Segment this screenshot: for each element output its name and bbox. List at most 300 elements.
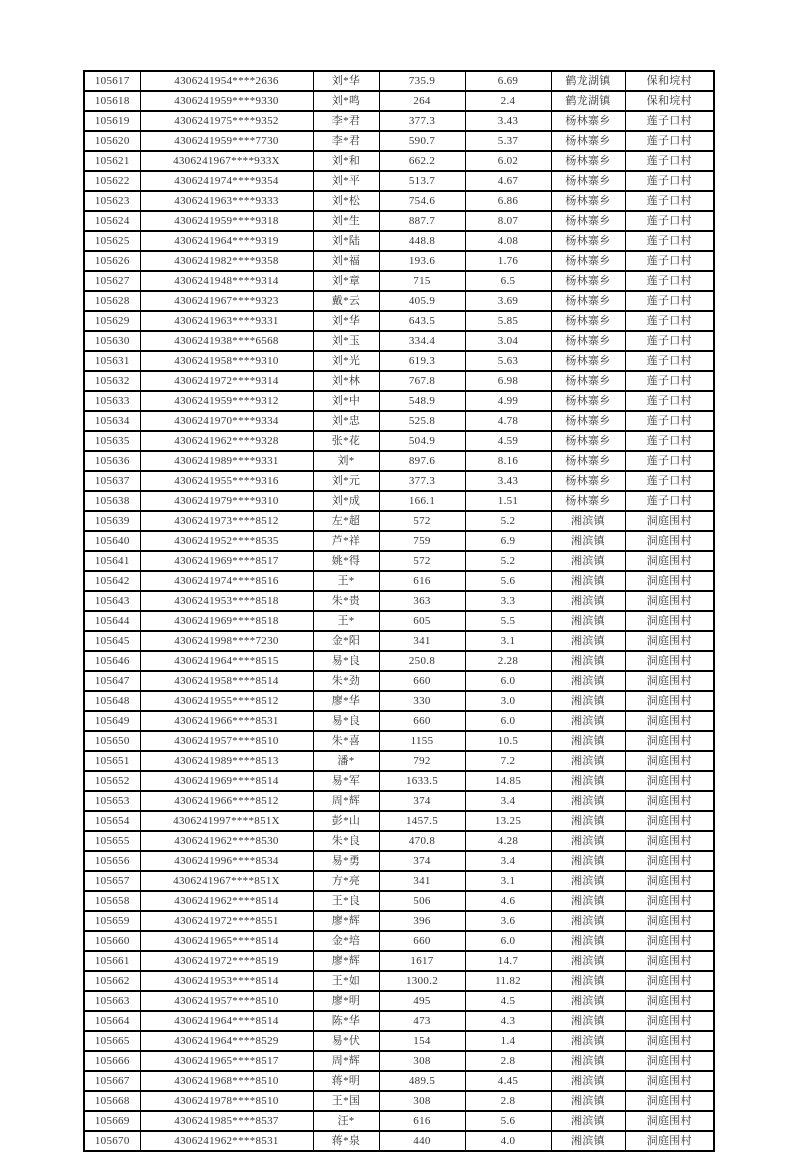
cell-village: 莲子口村 [625, 371, 714, 391]
cell-town: 湘滨镇 [551, 791, 625, 811]
cell-village: 莲子口村 [625, 211, 714, 231]
cell-seq: 105640 [84, 531, 140, 551]
cell-village: 莲子口村 [625, 311, 714, 331]
cell-village: 洞庭围村 [625, 651, 714, 671]
cell-area: 3.1 [465, 631, 551, 651]
table-row [84, 1111, 714, 1131]
cell-name: 王*国 [313, 1091, 379, 1111]
cell-village: 莲子口村 [625, 111, 714, 131]
cell-id-number: 4306241998****7230 [140, 631, 313, 651]
cell-id-number: 4306241968****8510 [140, 1071, 313, 1091]
cell-name: 刘*华 [313, 71, 379, 91]
table-row [84, 791, 714, 811]
cell-area: 6.5 [465, 271, 551, 291]
cell-name: 李*君 [313, 111, 379, 131]
cell-town: 湘滨镇 [551, 951, 625, 971]
cell-town: 杨林寨乡 [551, 411, 625, 431]
cell-area: 5.85 [465, 311, 551, 331]
cell-seq: 105618 [84, 91, 140, 111]
cell-name: 刘*林 [313, 371, 379, 391]
cell-town: 湘滨镇 [551, 631, 625, 651]
cell-seq: 105648 [84, 691, 140, 711]
table-row [84, 111, 714, 131]
cell-area: 2.8 [465, 1091, 551, 1111]
cell-id-number: 4306241965****8514 [140, 931, 313, 951]
cell-village: 洞庭围村 [625, 811, 714, 831]
cell-id-number: 4306241982****9358 [140, 251, 313, 271]
table-row [84, 271, 714, 291]
table-row [84, 711, 714, 731]
cell-town: 湘滨镇 [551, 571, 625, 591]
table-row [84, 691, 714, 711]
table-row [84, 831, 714, 851]
cell-village: 洞庭围村 [625, 691, 714, 711]
cell-seq: 105652 [84, 771, 140, 791]
table-row [84, 931, 714, 951]
cell-area: 1.76 [465, 251, 551, 271]
cell-seq: 105656 [84, 851, 140, 871]
cell-name: 易*良 [313, 711, 379, 731]
cell-seq: 105659 [84, 911, 140, 931]
cell-village: 洞庭围村 [625, 531, 714, 551]
cell-name: 刘*华 [313, 311, 379, 331]
cell-village: 洞庭围村 [625, 971, 714, 991]
cell-amount: 308 [379, 1091, 465, 1111]
cell-amount: 396 [379, 911, 465, 931]
cell-name: 朱*劲 [313, 671, 379, 691]
cell-town: 湘滨镇 [551, 771, 625, 791]
table-row [84, 611, 714, 631]
cell-area: 6.98 [465, 371, 551, 391]
cell-seq: 105620 [84, 131, 140, 151]
cell-amount: 440 [379, 1131, 465, 1151]
cell-town: 杨林寨乡 [551, 351, 625, 371]
cell-town: 杨林寨乡 [551, 291, 625, 311]
cell-name: 刘*平 [313, 171, 379, 191]
cell-name: 廖*华 [313, 691, 379, 711]
cell-town: 杨林寨乡 [551, 311, 625, 331]
cell-amount: 616 [379, 1111, 465, 1131]
cell-name: 易*军 [313, 771, 379, 791]
cell-name: 廖*明 [313, 991, 379, 1011]
cell-town: 湘滨镇 [551, 551, 625, 571]
cell-seq: 105663 [84, 991, 140, 1011]
cell-name: 刘*忠 [313, 411, 379, 431]
cell-amount: 250.8 [379, 651, 465, 671]
cell-area: 3.1 [465, 871, 551, 891]
cell-area: 6.69 [465, 71, 551, 91]
cell-village: 洞庭围村 [625, 671, 714, 691]
cell-amount: 513.7 [379, 171, 465, 191]
cell-amount: 374 [379, 791, 465, 811]
cell-name: 王*良 [313, 891, 379, 911]
cell-area: 3.43 [465, 111, 551, 131]
table-row [84, 851, 714, 871]
cell-amount: 619.3 [379, 351, 465, 371]
cell-name: 金*阳 [313, 631, 379, 651]
cell-amount: 525.8 [379, 411, 465, 431]
cell-id-number: 4306241975****9352 [140, 111, 313, 131]
records-table-body [84, 71, 714, 1151]
cell-area: 3.3 [465, 591, 551, 611]
cell-seq: 105642 [84, 571, 140, 591]
cell-seq: 105644 [84, 611, 140, 631]
cell-amount: 264 [379, 91, 465, 111]
cell-area: 3.6 [465, 911, 551, 931]
cell-seq: 105651 [84, 751, 140, 771]
cell-amount: 715 [379, 271, 465, 291]
cell-id-number: 4306241967****9323 [140, 291, 313, 311]
cell-village: 洞庭围村 [625, 951, 714, 971]
cell-amount: 1300.2 [379, 971, 465, 991]
cell-name: 刘*中 [313, 391, 379, 411]
table-row [84, 1051, 714, 1071]
cell-seq: 105630 [84, 331, 140, 351]
cell-name: 易*良 [313, 651, 379, 671]
table-row [84, 371, 714, 391]
cell-name: 蒋*明 [313, 1071, 379, 1091]
cell-name: 汪* [313, 1111, 379, 1131]
cell-amount: 1617 [379, 951, 465, 971]
cell-village: 莲子口村 [625, 271, 714, 291]
cell-id-number: 4306241973****8512 [140, 511, 313, 531]
cell-area: 14.85 [465, 771, 551, 791]
cell-town: 湘滨镇 [551, 1111, 625, 1131]
cell-village: 洞庭围村 [625, 591, 714, 611]
table-row [84, 531, 714, 551]
table-row [84, 1011, 714, 1031]
cell-id-number: 4306241962****8530 [140, 831, 313, 851]
cell-id-number: 4306241964****9319 [140, 231, 313, 251]
cell-village: 洞庭围村 [625, 771, 714, 791]
cell-area: 4.59 [465, 431, 551, 451]
cell-area: 13.25 [465, 811, 551, 831]
cell-id-number: 4306241965****8517 [140, 1051, 313, 1071]
cell-amount: 334.4 [379, 331, 465, 351]
cell-amount: 548.9 [379, 391, 465, 411]
cell-village: 莲子口村 [625, 131, 714, 151]
cell-name: 刘*福 [313, 251, 379, 271]
cell-seq: 105632 [84, 371, 140, 391]
cell-seq: 105627 [84, 271, 140, 291]
cell-area: 5.5 [465, 611, 551, 631]
cell-name: 刘*松 [313, 191, 379, 211]
cell-seq: 105634 [84, 411, 140, 431]
cell-id-number: 4306241963****9331 [140, 311, 313, 331]
cell-area: 14.7 [465, 951, 551, 971]
cell-seq: 105622 [84, 171, 140, 191]
cell-village: 莲子口村 [625, 451, 714, 471]
cell-town: 杨林寨乡 [551, 151, 625, 171]
cell-town: 杨林寨乡 [551, 371, 625, 391]
cell-town: 杨林寨乡 [551, 131, 625, 151]
cell-seq: 105669 [84, 1111, 140, 1131]
cell-amount: 660 [379, 671, 465, 691]
table-row [84, 171, 714, 191]
cell-name: 刘*章 [313, 271, 379, 291]
table-row [84, 771, 714, 791]
cell-amount: 735.9 [379, 71, 465, 91]
cell-village: 保和垸村 [625, 91, 714, 111]
cell-town: 湘滨镇 [551, 1031, 625, 1051]
cell-area: 6.86 [465, 191, 551, 211]
cell-name: 刘*和 [313, 151, 379, 171]
cell-amount: 374 [379, 851, 465, 871]
cell-id-number: 4306241969****8517 [140, 551, 313, 571]
cell-seq: 105624 [84, 211, 140, 231]
cell-amount: 616 [379, 571, 465, 591]
cell-name: 朱*喜 [313, 731, 379, 751]
cell-village: 洞庭围村 [625, 1031, 714, 1051]
cell-name: 朱*贵 [313, 591, 379, 611]
cell-area: 4.3 [465, 1011, 551, 1031]
cell-area: 4.5 [465, 991, 551, 1011]
cell-amount: 660 [379, 931, 465, 951]
cell-seq: 105645 [84, 631, 140, 651]
table-row [84, 971, 714, 991]
table-row [84, 471, 714, 491]
cell-id-number: 4306241953****8518 [140, 591, 313, 611]
cell-village: 莲子口村 [625, 491, 714, 511]
table-row [84, 251, 714, 271]
cell-id-number: 4306241938****6568 [140, 331, 313, 351]
cell-town: 湘滨镇 [551, 1071, 625, 1091]
cell-village: 洞庭围村 [625, 711, 714, 731]
cell-town: 湘滨镇 [551, 931, 625, 951]
cell-id-number: 4306241997****851X [140, 811, 313, 831]
cell-area: 2.28 [465, 651, 551, 671]
cell-area: 11.82 [465, 971, 551, 991]
cell-amount: 473 [379, 1011, 465, 1031]
cell-name: 戴*云 [313, 291, 379, 311]
cell-id-number: 4306241966****8531 [140, 711, 313, 731]
cell-amount: 897.6 [379, 451, 465, 471]
cell-id-number: 4306241958****8514 [140, 671, 313, 691]
cell-id-number: 4306241969****8518 [140, 611, 313, 631]
cell-village: 洞庭围村 [625, 891, 714, 911]
cell-village: 莲子口村 [625, 331, 714, 351]
cell-town: 杨林寨乡 [551, 451, 625, 471]
cell-name: 朱*良 [313, 831, 379, 851]
cell-area: 5.2 [465, 551, 551, 571]
cell-amount: 1633.5 [379, 771, 465, 791]
cell-seq: 105629 [84, 311, 140, 331]
cell-name: 陈*华 [313, 1011, 379, 1031]
cell-village: 莲子口村 [625, 411, 714, 431]
cell-seq: 105625 [84, 231, 140, 251]
cell-name: 姚*得 [313, 551, 379, 571]
cell-village: 洞庭围村 [625, 511, 714, 531]
cell-name: 王* [313, 611, 379, 631]
cell-id-number: 4306241957****8510 [140, 991, 313, 1011]
cell-town: 湘滨镇 [551, 831, 625, 851]
cell-seq: 105628 [84, 291, 140, 311]
cell-town: 杨林寨乡 [551, 391, 625, 411]
table-row [84, 311, 714, 331]
table-row [84, 71, 714, 91]
cell-area: 5.63 [465, 351, 551, 371]
cell-seq: 105631 [84, 351, 140, 371]
cell-seq: 105623 [84, 191, 140, 211]
cell-seq: 105647 [84, 671, 140, 691]
cell-village: 洞庭围村 [625, 1071, 714, 1091]
cell-area: 4.28 [465, 831, 551, 851]
cell-town: 湘滨镇 [551, 511, 625, 531]
cell-id-number: 4306241952****8535 [140, 531, 313, 551]
cell-id-number: 4306241967****933X [140, 151, 313, 171]
cell-seq: 105667 [84, 1071, 140, 1091]
cell-id-number: 4306241970****9334 [140, 411, 313, 431]
table-row [84, 591, 714, 611]
cell-name: 周*辉 [313, 1051, 379, 1071]
cell-town: 杨林寨乡 [551, 231, 625, 251]
cell-village: 洞庭围村 [625, 1131, 714, 1151]
cell-id-number: 4306241953****8514 [140, 971, 313, 991]
cell-village: 莲子口村 [625, 391, 714, 411]
cell-town: 湘滨镇 [551, 671, 625, 691]
cell-name: 左*超 [313, 511, 379, 531]
cell-area: 1.4 [465, 1031, 551, 1051]
cell-area: 4.08 [465, 231, 551, 251]
cell-amount: 495 [379, 991, 465, 1011]
cell-town: 杨林寨乡 [551, 271, 625, 291]
cell-name: 王*如 [313, 971, 379, 991]
table-row [84, 891, 714, 911]
cell-seq: 105633 [84, 391, 140, 411]
cell-seq: 105650 [84, 731, 140, 751]
cell-town: 湘滨镇 [551, 711, 625, 731]
cell-amount: 660 [379, 711, 465, 731]
cell-area: 10.5 [465, 731, 551, 751]
cell-town: 湘滨镇 [551, 1091, 625, 1111]
cell-area: 5.2 [465, 511, 551, 531]
cell-id-number: 4306241989****9331 [140, 451, 313, 471]
cell-town: 湘滨镇 [551, 691, 625, 711]
cell-area: 6.0 [465, 931, 551, 951]
cell-name: 廖*辉 [313, 911, 379, 931]
table-row [84, 551, 714, 571]
cell-id-number: 4306241966****8512 [140, 791, 313, 811]
cell-area: 4.99 [465, 391, 551, 411]
cell-town: 杨林寨乡 [551, 251, 625, 271]
cell-amount: 504.9 [379, 431, 465, 451]
cell-id-number: 4306241962****8531 [140, 1131, 313, 1151]
cell-name: 刘*生 [313, 211, 379, 231]
cell-area: 6.0 [465, 671, 551, 691]
cell-village: 莲子口村 [625, 171, 714, 191]
cell-area: 3.69 [465, 291, 551, 311]
cell-seq: 105662 [84, 971, 140, 991]
table-row [84, 731, 714, 751]
cell-amount: 448.8 [379, 231, 465, 251]
cell-name: 蒋*泉 [313, 1131, 379, 1151]
cell-seq: 105668 [84, 1091, 140, 1111]
cell-village: 洞庭围村 [625, 831, 714, 851]
cell-amount: 1155 [379, 731, 465, 751]
table-row [84, 911, 714, 931]
cell-area: 7.2 [465, 751, 551, 771]
cell-id-number: 4306241967****851X [140, 871, 313, 891]
cell-seq: 105638 [84, 491, 140, 511]
cell-town: 湘滨镇 [551, 731, 625, 751]
cell-area: 8.07 [465, 211, 551, 231]
cell-amount: 193.6 [379, 251, 465, 271]
cell-town: 湘滨镇 [551, 871, 625, 891]
cell-town: 杨林寨乡 [551, 211, 625, 231]
cell-seq: 105657 [84, 871, 140, 891]
table-row [84, 211, 714, 231]
cell-amount: 470.8 [379, 831, 465, 851]
cell-name: 刘*光 [313, 351, 379, 371]
cell-amount: 405.9 [379, 291, 465, 311]
cell-village: 洞庭围村 [625, 751, 714, 771]
cell-town: 湘滨镇 [551, 1011, 625, 1031]
cell-town: 杨林寨乡 [551, 191, 625, 211]
cell-id-number: 4306241963****9333 [140, 191, 313, 211]
cell-village: 洞庭围村 [625, 551, 714, 571]
table-row [84, 411, 714, 431]
cell-name: 刘*成 [313, 491, 379, 511]
cell-name: 刘* [313, 451, 379, 471]
cell-area: 1.51 [465, 491, 551, 511]
cell-amount: 887.7 [379, 211, 465, 231]
cell-id-number: 4306241964****8515 [140, 651, 313, 671]
table-row [84, 191, 714, 211]
cell-area: 6.0 [465, 711, 551, 731]
cell-name: 刘*陆 [313, 231, 379, 251]
cell-village: 莲子口村 [625, 291, 714, 311]
cell-id-number: 4306241985****8537 [140, 1111, 313, 1131]
cell-area: 3.4 [465, 851, 551, 871]
cell-area: 4.78 [465, 411, 551, 431]
table-row [84, 1091, 714, 1111]
cell-name: 易*勇 [313, 851, 379, 871]
cell-amount: 341 [379, 631, 465, 651]
cell-area: 4.6 [465, 891, 551, 911]
cell-town: 湘滨镇 [551, 611, 625, 631]
cell-amount: 489.5 [379, 1071, 465, 1091]
table-row [84, 1071, 714, 1091]
cell-town: 湘滨镇 [551, 1051, 625, 1071]
cell-id-number: 4306241959****7730 [140, 131, 313, 151]
cell-seq: 105661 [84, 951, 140, 971]
cell-village: 洞庭围村 [625, 631, 714, 651]
cell-id-number: 4306241996****8534 [140, 851, 313, 871]
cell-seq: 105653 [84, 791, 140, 811]
cell-seq: 105635 [84, 431, 140, 451]
cell-seq: 105641 [84, 551, 140, 571]
cell-name: 廖*辉 [313, 951, 379, 971]
cell-amount: 590.7 [379, 131, 465, 151]
cell-id-number: 4306241972****9314 [140, 371, 313, 391]
table-row [84, 491, 714, 511]
cell-village: 莲子口村 [625, 151, 714, 171]
cell-amount: 572 [379, 551, 465, 571]
table-row [84, 391, 714, 411]
cell-name: 张*花 [313, 431, 379, 451]
cell-id-number: 4306241955****9316 [140, 471, 313, 491]
cell-id-number: 4306241962****9328 [140, 431, 313, 451]
cell-area: 2.4 [465, 91, 551, 111]
table-row [84, 951, 714, 971]
table-row [84, 351, 714, 371]
cell-seq: 105646 [84, 651, 140, 671]
cell-area: 4.67 [465, 171, 551, 191]
records-table [83, 70, 715, 1152]
cell-village: 莲子口村 [625, 251, 714, 271]
table-row [84, 451, 714, 471]
table-row [84, 571, 714, 591]
